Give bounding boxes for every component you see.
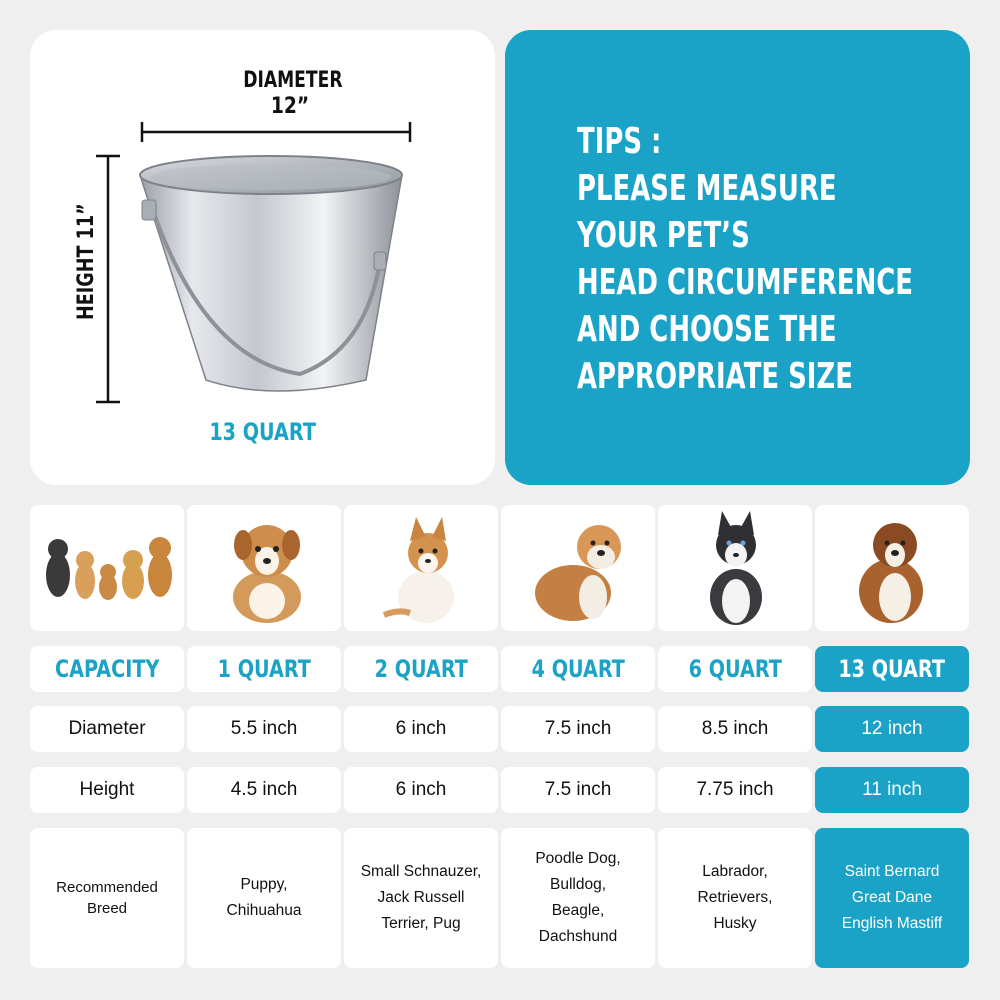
capacity-caption: 13 QUART (209, 418, 316, 446)
breed-6-quart (658, 828, 812, 968)
breed-line: English Mastiff (841, 915, 943, 932)
header-1-quart: 1 QUART (187, 646, 341, 692)
breed-line: Dachshund (538, 928, 618, 945)
breed-line: Small Schnauzer, (360, 863, 482, 880)
puppy-icon (187, 505, 341, 631)
breed-line: Beagle, (551, 902, 605, 919)
breed-1-quart (187, 828, 341, 968)
tips-panel (505, 30, 970, 485)
breed-2-quart (344, 828, 498, 968)
bucket-panel (30, 30, 495, 485)
corgi-icon (344, 505, 498, 631)
tips-line-0: TIPS : (577, 121, 662, 162)
tips-line-3: HEAD CIRCUMFERENCE (577, 262, 913, 303)
diameter-4-quart: 7.5 inch (501, 706, 655, 752)
row-label-diameter: Diameter (30, 706, 184, 752)
diameter-dimension-line (142, 122, 410, 142)
breed-line: Labrador, (702, 863, 768, 880)
height-13-quart: 11 inch (815, 767, 969, 813)
dog-group-image (30, 505, 184, 631)
header-2-quart: 2 QUART (344, 646, 498, 692)
breed-line: Great Dane (851, 889, 933, 906)
height-label: HEIGHT 11” (74, 203, 99, 320)
height-4-quart: 7.5 inch (501, 767, 655, 813)
husky-image (658, 505, 812, 631)
saint-bernard-image (815, 505, 969, 631)
row-label-height: Height (30, 767, 184, 813)
diameter-value: 12” (270, 94, 310, 119)
breed-line: Retrievers, (697, 889, 773, 906)
height-dimension-line (96, 156, 120, 402)
row-label-breed (30, 828, 184, 968)
breed-line: Bulldog, (549, 876, 606, 893)
corgi-image (344, 505, 498, 631)
breed-label-line: Breed (86, 900, 128, 917)
diameter-title: DIAMETER (243, 68, 343, 93)
breed-line: Jack Russell (377, 889, 465, 906)
bucket-illustration (30, 30, 495, 485)
tips-text (577, 118, 1000, 400)
diameter-6-quart: 8.5 inch (658, 706, 812, 752)
husky-icon (658, 505, 812, 631)
tips-line-2: YOUR PET’S (577, 215, 750, 256)
breed-line: Puppy, (240, 876, 288, 893)
dog-group-icon (30, 505, 184, 631)
diameter-1-quart: 5.5 inch (187, 706, 341, 752)
breed-line: Chihuahua (226, 902, 302, 919)
breed-line: Poodle Dog, (535, 850, 621, 867)
bulldog-image (501, 505, 655, 631)
tips-line-5: APPROPRIATE SIZE (577, 356, 853, 397)
breed-label-line: Recommended (56, 879, 158, 896)
header-13-quart: 13 QUART (815, 646, 969, 692)
breed-line: Terrier, Pug (381, 915, 461, 932)
saint-bernard-icon (815, 505, 969, 631)
header-6-quart: 6 QUART (658, 646, 812, 692)
diameter-2-quart: 6 inch (344, 706, 498, 752)
header-4-quart: 4 QUART (501, 646, 655, 692)
diameter-13-quart: 12 inch (815, 706, 969, 752)
tips-line-1: PLEASE MEASURE (577, 168, 837, 209)
height-1-quart: 4.5 inch (187, 767, 341, 813)
height-6-quart: 7.75 inch (658, 767, 812, 813)
bulldog-icon (501, 505, 655, 631)
breed-line: Husky (713, 915, 757, 932)
breed-4-quart (501, 828, 655, 968)
header-capacity: CAPACITY (30, 646, 184, 692)
height-2-quart: 6 inch (344, 767, 498, 813)
breed-line: Saint Bernard (844, 863, 940, 880)
puppy-image (187, 505, 341, 631)
tips-line-4: AND CHOOSE THE (577, 309, 837, 350)
breed-13-quart (815, 828, 969, 968)
